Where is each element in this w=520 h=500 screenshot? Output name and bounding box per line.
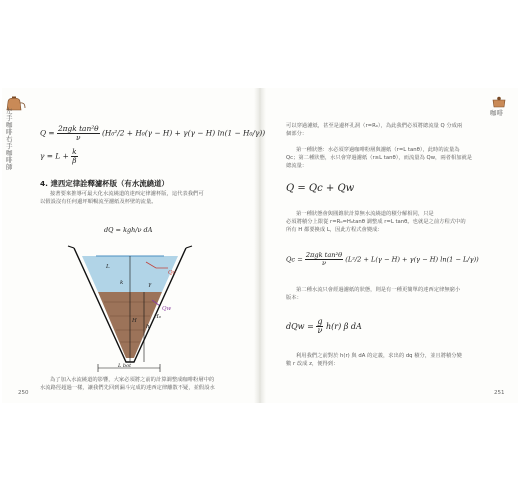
grinder-icon — [490, 96, 508, 108]
equation-dqw-denominator: ν — [317, 326, 323, 336]
filter-cone-diagram — [60, 222, 200, 372]
left-paragraph-2-line-1: 為了加入水流繞道的影響，大家必須將之前的計算調整成咖啡粉層中的 — [50, 377, 215, 383]
equation-qc-rest: (L²/2 + L(γ − H) + γ(γ − H) ln(1 − L/γ)) — [345, 255, 479, 264]
right-paragraph-1-line-1: 可以穿過濾紙，甚至是邊杯孔洞（r=R₀），為此我們必須將總流量 Q 分成兩 — [286, 123, 463, 129]
figure-mark-gamma: γ — [148, 282, 152, 288]
right-paragraph-2-line-2: Qc；第二種狀態，水只會穿過濾紙（r≥L tanθ），而流量為 Qw，兩者相加就是 — [286, 155, 473, 161]
equation-dqw-rest: h(r) β dA — [326, 321, 362, 331]
left-paragraph-2-line-2: 水流路徑超過一樣，讓我們先回到漏斗完成的達西定律離散不疑，並假設水 — [40, 385, 215, 391]
figure-mark-qc: Qc — [168, 270, 176, 276]
figure-mark-h-small: h — [146, 324, 150, 330]
left-paragraph-1-line-2: 以假設沒有任何邊坪順暢流至濾紙及杯壁的流量。 — [40, 199, 157, 205]
equation-qc-numerator: 2πgk tan²θ — [305, 251, 343, 259]
right-side-tag: 咖啡 — [490, 109, 503, 117]
equation-q-lhs: Q = — [40, 128, 55, 138]
equation-dqw-numerator: g — [317, 317, 323, 326]
right-paragraph-4-line-1: 第二種水流只會經過濾紙的狀態，則是有一種更簡單的達西定律無窮小 — [296, 287, 461, 293]
right-paragraph-2-line-1: 第一種狀態：水必須穿過咖啡粉層與濾紙（r=L tanθ），此時的流量為 — [296, 147, 460, 153]
equation-qc-denominator: ν — [321, 258, 326, 267]
left-side-title: 左手咖啡右手咖啡師 — [6, 107, 13, 171]
left-page-number: 250 — [18, 390, 29, 396]
right-paragraph-2-line-3: 總流量： — [286, 163, 308, 169]
figure-mark-h0: H₀ — [154, 314, 162, 320]
equation-dqw-fraction — [316, 318, 323, 336]
equation-q — [40, 125, 265, 142]
right-paragraph-5-line-2: 數 r 改成 z，便得到： — [286, 361, 339, 367]
right-paragraph-4-line-2: 版本： — [286, 295, 302, 301]
equation-q-rest: (H₀²/2 + H₀(γ − H) + γ(γ − H) ln(1 − H₀/γ)) — [102, 128, 266, 138]
equation-gamma-fraction — [71, 148, 77, 165]
equation-gamma-denominator: β — [72, 155, 77, 165]
equation-qc-fraction — [305, 252, 343, 267]
right-page-number: 251 — [494, 390, 505, 396]
section-heading: 4. 達西定律詮釋濾杯版（有水流繞道） — [40, 179, 169, 188]
right-paragraph-3-line-2: 必須將積分上限從 r=R₀=H₀tanθ 調整成 r=L tanθ。也就是之前方程式中的 — [286, 219, 466, 225]
equation-q-numerator: 2πgk tan²θ — [57, 124, 99, 133]
figure-label: dQ = kgh/ν dA — [104, 226, 153, 234]
equation-dqw — [286, 318, 362, 336]
equation-q-denominator: ν — [76, 132, 81, 142]
equation-dqw-lhs: dQw = — [286, 321, 314, 331]
figure-mark-bottom: L bot — [118, 363, 132, 369]
right-paragraph-3-line-3: 所有 H 都要換成 L，因此方程式會變成： — [286, 227, 383, 233]
equation-q-fraction — [57, 125, 100, 142]
equation-qc — [286, 252, 479, 267]
figure-mark-k: k — [120, 280, 124, 286]
equation-gamma-numerator: k — [72, 147, 77, 156]
figure-mark-h: H — [132, 318, 137, 324]
equation-total: Q = Qc + Qw — [286, 183, 355, 194]
right-paragraph-5-line-1: 利用我們之前對於 h(r) 與 dA 的定義，求出的 dq 積分，並且將積分變 — [296, 353, 462, 359]
right-paragraph-1-line-2: 個部分： — [286, 131, 308, 137]
figure-mark-l: L — [106, 264, 110, 270]
left-paragraph-1-line-1: 接著要來推導可最大化水流繞道的達西定律濾杯版，這代表我們可 — [50, 191, 204, 197]
figure-mark-qw: Qw — [162, 306, 172, 312]
equation-gamma-lhs: γ = L + — [40, 151, 69, 161]
equation-qc-lhs: Qc = — [286, 255, 303, 264]
equation-gamma — [40, 148, 78, 165]
right-paragraph-3-line-1: 第一種狀態會與圓錐狀計算無水流繞道的積分解相同，只是 — [296, 211, 434, 217]
